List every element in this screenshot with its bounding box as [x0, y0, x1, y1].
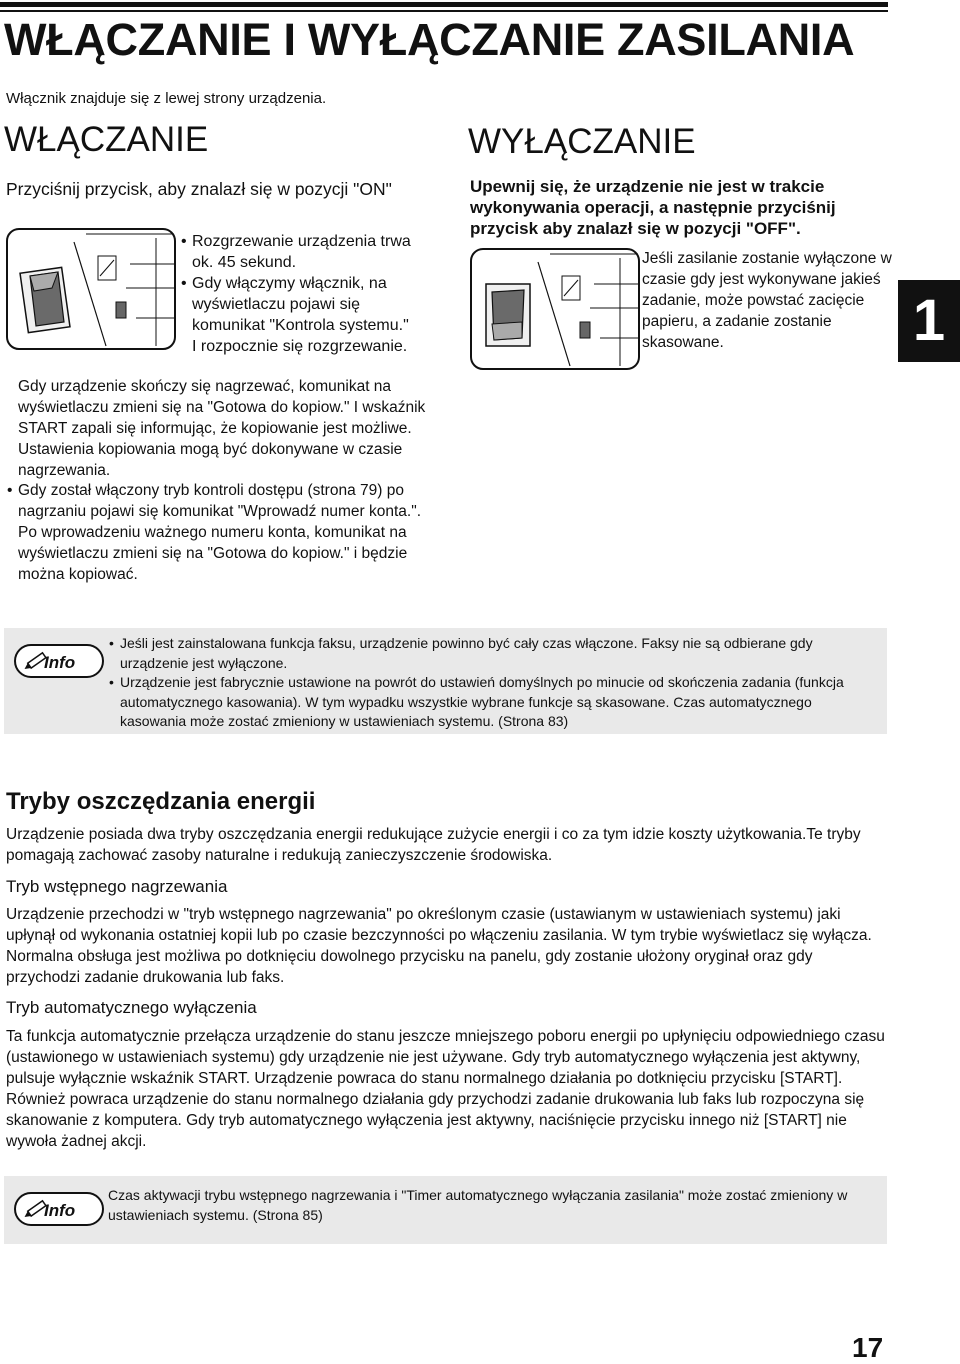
on-lead: Przyciśnij przycisk, aby znalazł się w pozycji "ON"	[6, 179, 392, 199]
off-warning-note: Jeśli zasilanie zostanie wyłączone w czasie gdy jest wykonywane jakieś zadanie, może powstać zacięcie papieru, a zadanie zostanie skasowane.	[642, 250, 892, 351]
on-heading: WŁĄCZANIE	[4, 120, 209, 159]
preheat-text: Urządzenie przechodzi w "tryb wstępnego nagrzewania" po określonym czasie (ustawianym w ustawieniach systemu) jaki upłynął od wykonania ostatniej kopii lub po czasie bezczynności po włączeniu zasilania. W tym trybie wyświetlacz się wyłącza. Normalna obsługa jest możliwa po dotknięciu dowolnego przycisku na panelu, gdy zostanie ułożony oryginał oraz gdy przychodzi zadanie drukowania lub faks.	[6, 906, 872, 986]
info-badge-label: Info	[44, 653, 76, 672]
top-rule-thick	[0, 2, 888, 7]
info-badge-label: Info	[44, 1201, 76, 1220]
page-title: WŁĄCZANIE I WYŁĄCZANIE ZASILANIA	[4, 14, 855, 65]
chapter-tab: 1	[898, 280, 960, 362]
info-icon	[14, 1192, 104, 1226]
autooff-heading: Tryb automatycznego wyłączenia	[6, 998, 257, 1017]
info-text-2: Czas aktywacji trybu wstępnego nagrzewania i "Timer automatycznego wyłączania zasilania" może zostać zmieniony w ustawieniach systemu. (Strona 85)	[108, 1187, 848, 1223]
intro-text: Włącznik znajduje się z lewej strony urządzenia.	[6, 90, 327, 107]
on-warmup-continuation: Gdy urządzenie skończy się nagrzewać, komunikat na wyświetlaczu zmieni się na "Gotowa do kopiow." I wskaźnik START zapali się informując, że kopiowanie jest możliwe. Ustawienia kopiowania mogą być dokonywane w czasie nagrzewania.	[18, 378, 426, 479]
list-item: • Jeśli jest zainstalowana funkcja faksu, urządzenie powinno być cały czas włączone. Faksy nie są odbierane gdy urządzenie jest wyłączone.	[108, 634, 878, 673]
top-rule-thin	[0, 10, 888, 12]
energy-heading: Tryby oszczędzania energii	[6, 788, 316, 815]
list-item: • Rozgrzewanie urządzenia trwa ok. 45 sekund.	[180, 231, 412, 273]
power-switch-on-illustration	[6, 228, 176, 350]
on-bullet-list-2	[6, 480, 426, 585]
off-heading: WYŁĄCZANIE	[468, 122, 696, 161]
preheat-heading: Tryb wstępnego nagrzewania	[6, 877, 228, 896]
list-item: • Urządzenie jest fabrycznie ustawione na powrót do ustawień domyślnych po minucie od skończenia zadania (funkcja automatycznego kasowania). W tym wypadku wszystkie wybrane funkcje są skasowane. Czas automatycznego kasowania może zostać zmieniony w ustawieniach systemu. (Strona 83)	[108, 673, 878, 732]
power-switch-off-illustration	[470, 248, 640, 370]
list-item: • Gdy włączymy włącznik, na wyświetlaczu pojawi się komunikat "Kontrola systemu." I rozpocznie się rozgrzewanie.	[180, 273, 412, 357]
page-number: 17	[852, 1332, 884, 1363]
off-lead: Upewnij się, że urządzenie nie jest w trakcie wykonywania operacji, a następnie przyciśnij przycisk aby znalazł się w pozycji "OFF".	[470, 177, 836, 238]
energy-intro: Urządzenie posiada dwa tryby oszczędzania energii redukujące zużycie energii i co za tym idzie koszty użytkowania.Te tryby pomagają zachować zasoby naturalne i redukują zanieczyszczenie środowiska.	[6, 826, 861, 864]
info-list-1	[108, 634, 878, 732]
on-bullet-list-1	[180, 231, 412, 357]
list-item: • Gdy został włączony tryb kontroli dostępu (strona 79) po nagrzaniu pojawi się komunikat "Wprowadź numer konta.". Po wprowadzeniu ważnego numeru konta, komunikat na wyświetlaczu zmieni się na "Gotowa do kopiow." i będzie można kopiować.	[6, 480, 426, 585]
info-icon	[14, 644, 104, 678]
autooff-text: Ta funkcja automatycznie przełącza urządzenie do stanu jeszcze mniejszego poboru energii po upłynięciu odpowiedniego czasu (ustawionego w ustawieniach systemu) gdy urządzenie nie jest używane. Gdy tryb automatycznego wyłączenia jest aktywny, pulsuje wyłącznie wskaźnik START. Urządzenie powraca do stanu normalnego działania po dotknięciu przycisku [START]. Również powraca urządzenie do stanu normalnego działania gdy przychodzi zadanie drukowania lub faks lub rozpoczyna się skanowanie z komputera. Gdy tryb automatycznego wyłączenia jest aktywny, naciśnięcie przycisku innego niż [START] nie wywoła żadnej akcji.	[6, 1028, 885, 1150]
